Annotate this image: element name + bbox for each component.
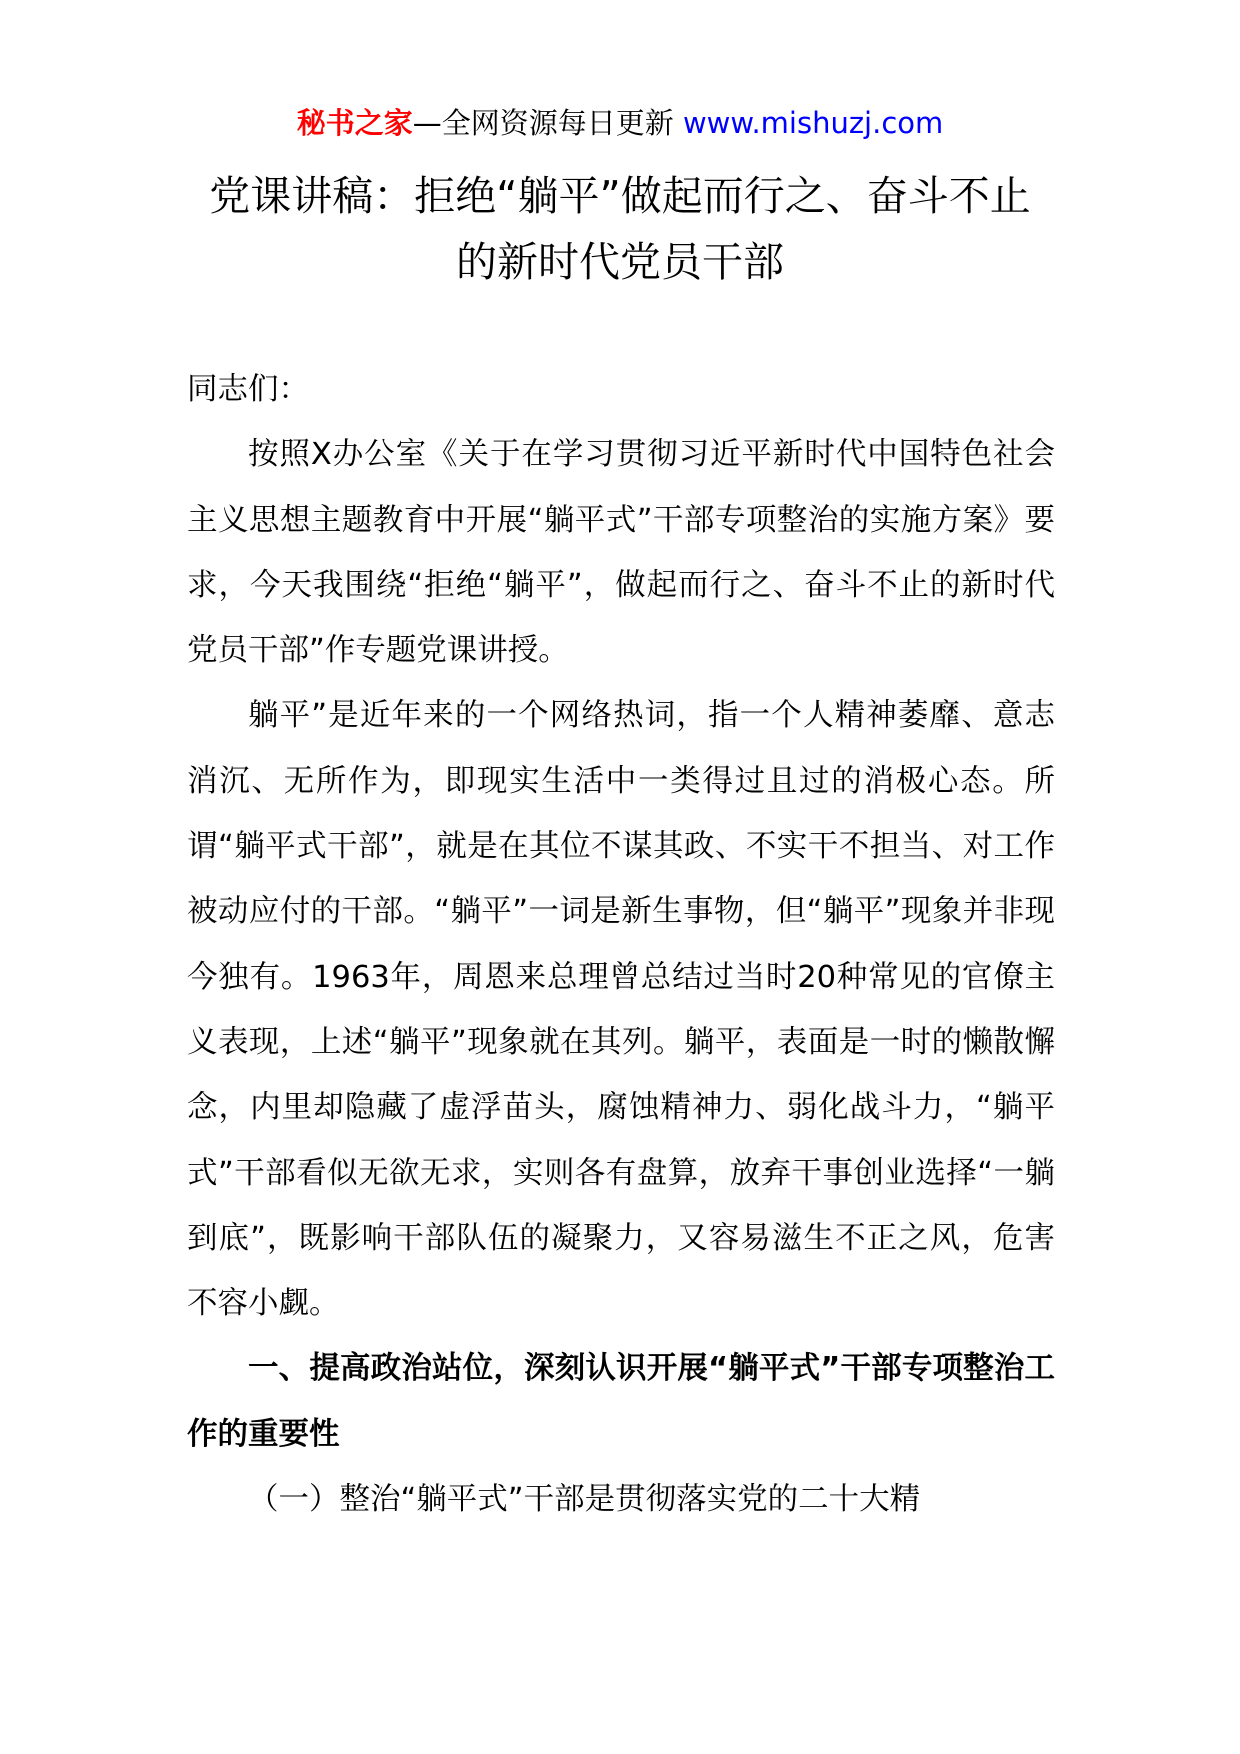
document-title: 党课讲稿：拒绝“躺平”做起而行之、奋斗不止的新时代党员干部 (209, 172, 1031, 286)
salutation: 同志们： (187, 372, 309, 407)
document-body (187, 357, 1055, 1532)
body-paragraph: 躺平”是近年来的一个网络热词，指一个人精神萎靡、意志消沉、无所作为，即现实生活中一类得过且过的消极心态。所谓“躺平式干部”，就是在其位不谋其政、不实干不担当、对工作被动应付的干部。“躺平”一词是新生事物，但“躺平”现象并非现今独有。1963年，周恩来总理曾总结过当时20种常见的官僚主义表现，上述“躺平”现象就在其列。躺平，表面是一时的懒散懈念，内里却隐藏了虚浮苗头，腐蚀精神力、弱化战斗力，“躺平式”干部看似无欲无求，实则各有盘算，放弃干事创业选择“一躺到底”，既影响干部队伍的凝聚力，又容易滋生不正之风，危害不容小觑。 (187, 698, 1055, 1322)
subsection-heading: （一）整治“躺平式”干部是贯彻落实党的二十大精 (248, 1482, 921, 1518)
intro-paragraph: 按照X办公室《关于在学习贯彻习近平新时代中国特色社会主义思想主题教育中开展“躺平式”干部专项整治的实施方案》要求，今天我围绕“拒绝“躺平”，做起而行之、奋斗不止的新时代党员干部”作专题党课讲授。 (187, 437, 1055, 669)
brand-name: 秘书之家 (296, 106, 413, 140)
site-banner (0, 103, 1240, 143)
banner-tagline: —全网资源每日更新 (412, 106, 674, 140)
site-url-link[interactable]: www.mishuzj.com (682, 106, 944, 140)
section-heading: 一、提高政治站位，深刻认识开展“躺平式”干部专项整治工作的重要性 (187, 1351, 1055, 1452)
